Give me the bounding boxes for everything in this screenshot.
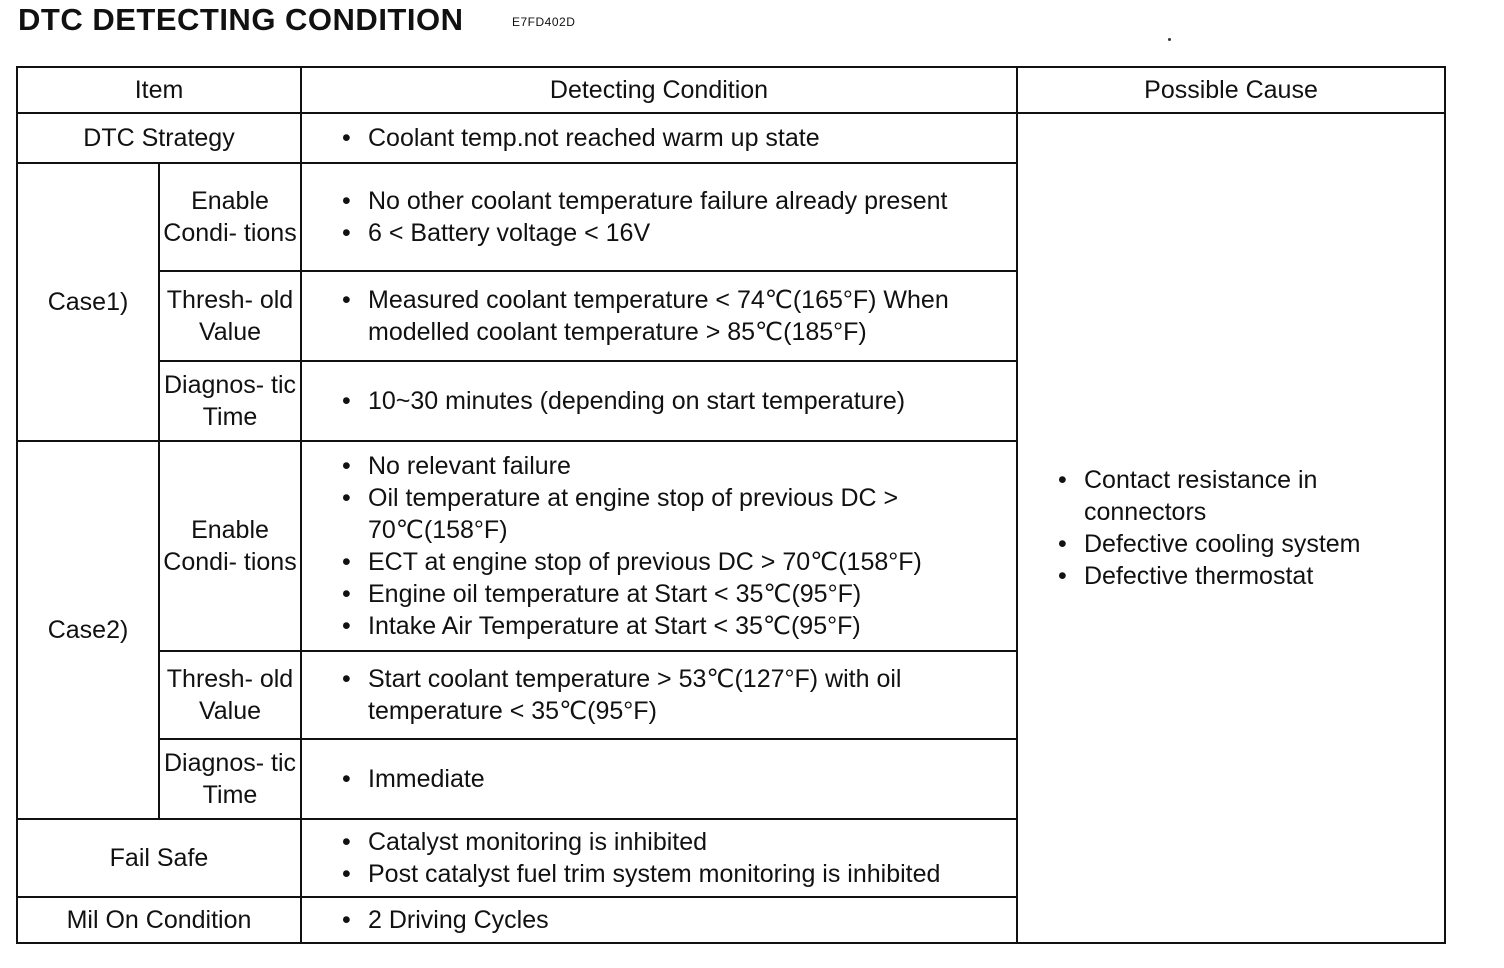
list-item: • Defective cooling system <box>1048 528 1444 560</box>
cell-case1-enable <box>301 163 1017 271</box>
list-item: • Immediate <box>332 763 1016 795</box>
row-label-dtc-strategy: DTC Strategy <box>17 113 301 163</box>
list-item: • ECT at engine stop of previous DC > 70℃(158°F) <box>332 546 1016 578</box>
list-item: • Oil temperature at engine stop of previous DC > 70℃(158°F) <box>332 482 1016 546</box>
header-detecting-condition: Detecting Condition <box>301 67 1017 113</box>
list-item: • Defective thermostat <box>1048 560 1444 592</box>
cell-possible-causes <box>1017 113 1445 943</box>
cell-dtc-strategy <box>301 113 1017 163</box>
table-row-dtc-strategy <box>17 113 1445 163</box>
sub-label-enable-conditions: Enable Condi- tions <box>159 163 301 271</box>
list-item: • No other coolant temperature failure already present <box>332 185 1016 217</box>
list-item: • 6 < Battery voltage < 16V <box>332 217 1016 249</box>
header-item: Item <box>17 67 301 113</box>
table-header-row <box>17 67 1445 113</box>
page-title: DTC DETECTING CONDITION <box>18 2 464 37</box>
cell-fail-safe <box>301 819 1017 897</box>
list-item: • Intake Air Temperature at Start < 35℃(95°F) <box>332 610 1016 642</box>
list-item: • No relevant failure <box>332 450 1016 482</box>
list-item: • Post catalyst fuel trim system monitoring is inhibited <box>332 858 1016 890</box>
list-item: • Coolant temp.not reached warm up state <box>332 122 1016 154</box>
cell-case2-diag <box>301 739 1017 819</box>
list-item: • Contact resistance in connectors <box>1048 464 1444 528</box>
document-code: E7FD402D <box>512 15 576 29</box>
sub-label-diagnostic-time: Diagnos- tic Time <box>159 739 301 819</box>
scan-speck <box>1168 38 1171 41</box>
sub-label-diagnostic-time: Diagnos- tic Time <box>159 361 301 441</box>
cell-case2-threshold <box>301 651 1017 739</box>
sub-label-threshold-value: Thresh- old Value <box>159 651 301 739</box>
list-item: • 10~30 minutes (depending on start temperature) <box>332 385 1016 417</box>
list-item: • 2 Driving Cycles <box>332 904 1016 936</box>
sub-label-threshold-value: Thresh- old Value <box>159 271 301 361</box>
cell-case1-threshold <box>301 271 1017 361</box>
row-label-mil-on-condition: Mil On Condition <box>17 897 301 943</box>
row-label-fail-safe: Fail Safe <box>17 819 301 897</box>
row-label-case1: Case1) <box>17 163 159 441</box>
cell-case2-enable <box>301 441 1017 651</box>
list-item: • Catalyst monitoring is inhibited <box>332 826 1016 858</box>
list-item: • Start coolant temperature > 53℃(127°F) with oil temperature < 35℃(95°F) <box>332 663 1016 727</box>
header-possible-cause: Possible Cause <box>1017 67 1445 113</box>
list-item: • Measured coolant temperature < 74℃(165°F) When modelled coolant temperature > 85℃(185°F) <box>332 284 1016 348</box>
sub-label-enable-conditions: Enable Condi- tions <box>159 441 301 651</box>
dtc-condition-table <box>16 66 1446 944</box>
cell-case1-diag <box>301 361 1017 441</box>
list-item: • Engine oil temperature at Start < 35℃(95°F) <box>332 578 1016 610</box>
cell-mil-on-condition <box>301 897 1017 943</box>
row-label-case2: Case2) <box>17 441 159 819</box>
